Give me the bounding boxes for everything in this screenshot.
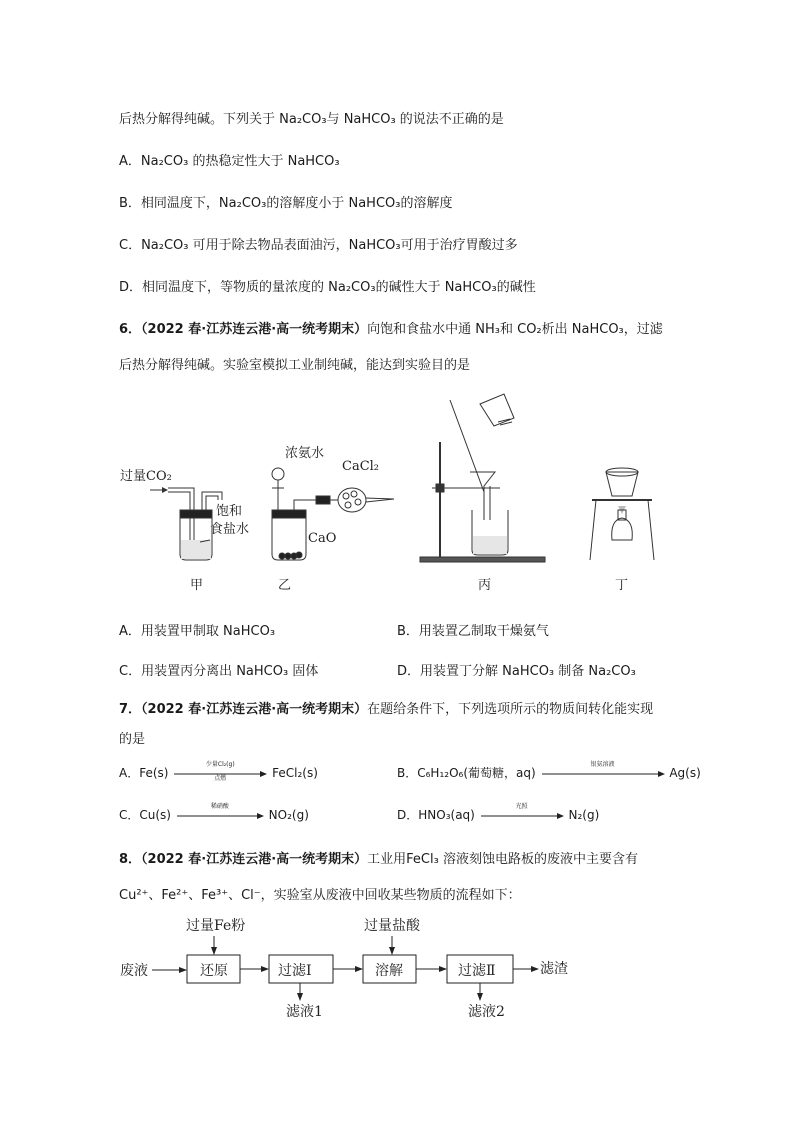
q7-option-c[interactable]: C．Cu(s) 稀硝酸 NO₂(g) [119,802,309,822]
apparatus-figure [110,392,690,597]
q7-b-reactant: C₆H₁₂O₆(葡萄糖，aq) [417,766,536,780]
q7-a-reactant: Fe(s) [139,766,169,780]
label-cao: CaO [308,531,337,546]
process-flowchart [110,910,590,1025]
q8-stem-line2: Cu²⁺、Fe²⁺、Fe³⁺、Cl⁻，实验室从废液中回收某些物质的流程如下： [119,888,521,903]
q5-option-a[interactable]: A．Na₂CO₃ 的热稳定性大于 NaHCO₃ [119,154,340,169]
q7-a-arrow: 少量Cl₂(g) 点燃 [172,767,268,781]
q6-source: （2022 春·江苏连云港·高一统考期末） [141,322,368,337]
q7-source: （2022 春·江苏连云港·高一统考期末） [141,702,368,717]
q7-c-product: NO₂(g) [268,808,309,822]
q6-option-a[interactable]: A．用装置甲制取 NaHCO₃ [119,624,276,639]
q6-stem-line1 [119,318,663,337]
q8-number: 8． [119,852,142,867]
q7-a-product: FeCl₂(s) [272,766,318,780]
q5-stem-tail: 后热分解得纯碱。下列关于 Na₂CO₃与 NaHCO₃ 的说法不正确的是 [119,112,504,127]
q6-option-b[interactable]: B．用装置乙制取干燥氨气 [397,624,549,639]
label-ammonia: 浓氨水 [285,446,325,461]
q7-stem1: 在题给条件下，下列选项所示的物质间转化能实现 [367,702,654,717]
caption-bing: 丙 [478,578,492,593]
q7-stem-line2: 的是 [119,732,146,747]
q8-stem1: 工业用FeCl₃ 溶液刻蚀电路板的废液中主要含有 [367,852,638,867]
q7-d-product: N₂(g) [568,808,600,822]
q7-stem-line1 [119,698,653,717]
apparatus-jia [120,468,249,560]
flow-reagent-2: 过量盐酸 [364,918,420,934]
apparatus-ding [590,468,654,560]
q7-c-reactant: Cu(s) [139,808,171,822]
label-brine-1: 饱和 [216,504,243,519]
q7-option-a[interactable]: A．Fe(s) 少量Cl₂(g) 点燃 FeCl₂(s) [119,760,318,782]
caption-jia: 甲 [190,578,204,593]
q7-c-arrow: 稀硝酸 [175,809,265,823]
flow-step-3: 溶解 [375,963,403,979]
q5-option-d[interactable]: D．相同温度下，等物质的量浓度的 Na₂CO₃的碱性大于 NaHCO₃的碱性 [119,280,536,295]
q7-d-arrow: 光照 [479,809,565,823]
flow-step-4: 过滤Ⅱ [458,963,496,979]
q7-b-arrow: 银氨溶液 [540,767,666,781]
q7-b-product: Ag(s) [669,766,701,780]
label-cacl2: CaCl₂ [342,459,380,474]
q6-number: 6． [119,322,142,337]
flow-input: 废液 [120,963,148,979]
label-co2: 过量CO₂ [120,469,172,484]
flow-reagent-1: 过量Fe粉 [186,918,246,934]
flow-filtrate-2: 滤液2 [468,1004,505,1020]
q7-number: 7． [119,702,142,717]
q6-option-d[interactable]: D．用装置丁分解 NaHCO₃ 制备 Na₂CO₃ [397,664,636,679]
q7-d-reactant: HNO₃(aq) [418,808,475,822]
q5-option-c[interactable]: C．Na₂CO₃ 可用于除去物品表面油污，NaHCO₃可用于治疗胃酸过多 [119,238,518,253]
caption-yi: 乙 [278,578,292,593]
apparatus-yi [272,445,394,560]
q8-stem-line1 [119,848,638,867]
q6-option-c[interactable]: C．用装置丙分离出 NaHCO₃ 固体 [119,664,319,679]
q6-stem-line2: 后热分解得纯碱。实验室模拟工业制纯碱，能达到实验目的是 [119,358,471,373]
flow-step-2: 过滤Ⅰ [278,963,312,979]
flow-filtrate-1: 滤液1 [286,1004,323,1020]
flow-step-1: 还原 [200,963,228,979]
apparatus-bing [420,394,545,562]
label-brine-2: 食盐水 [210,522,250,537]
q7-option-b[interactable]: B．C₆H₁₂O₆(葡萄糖，aq) 银氨溶液 Ag(s) [397,760,701,780]
flow-output: 滤渣 [540,961,568,977]
q8-source: （2022 春·江苏连云港·高一统考期末） [141,852,368,867]
q5-option-b[interactable]: B．相同温度下，Na₂CO₃的溶解度小于 NaHCO₃的溶解度 [119,196,453,211]
q6-stem1: 向饱和食盐水中通 NH₃和 CO₂析出 NaHCO₃，过滤 [367,322,663,337]
caption-ding: 丁 [615,578,629,593]
q7-option-d[interactable]: D．HNO₃(aq) 光照 N₂(g) [397,802,600,822]
